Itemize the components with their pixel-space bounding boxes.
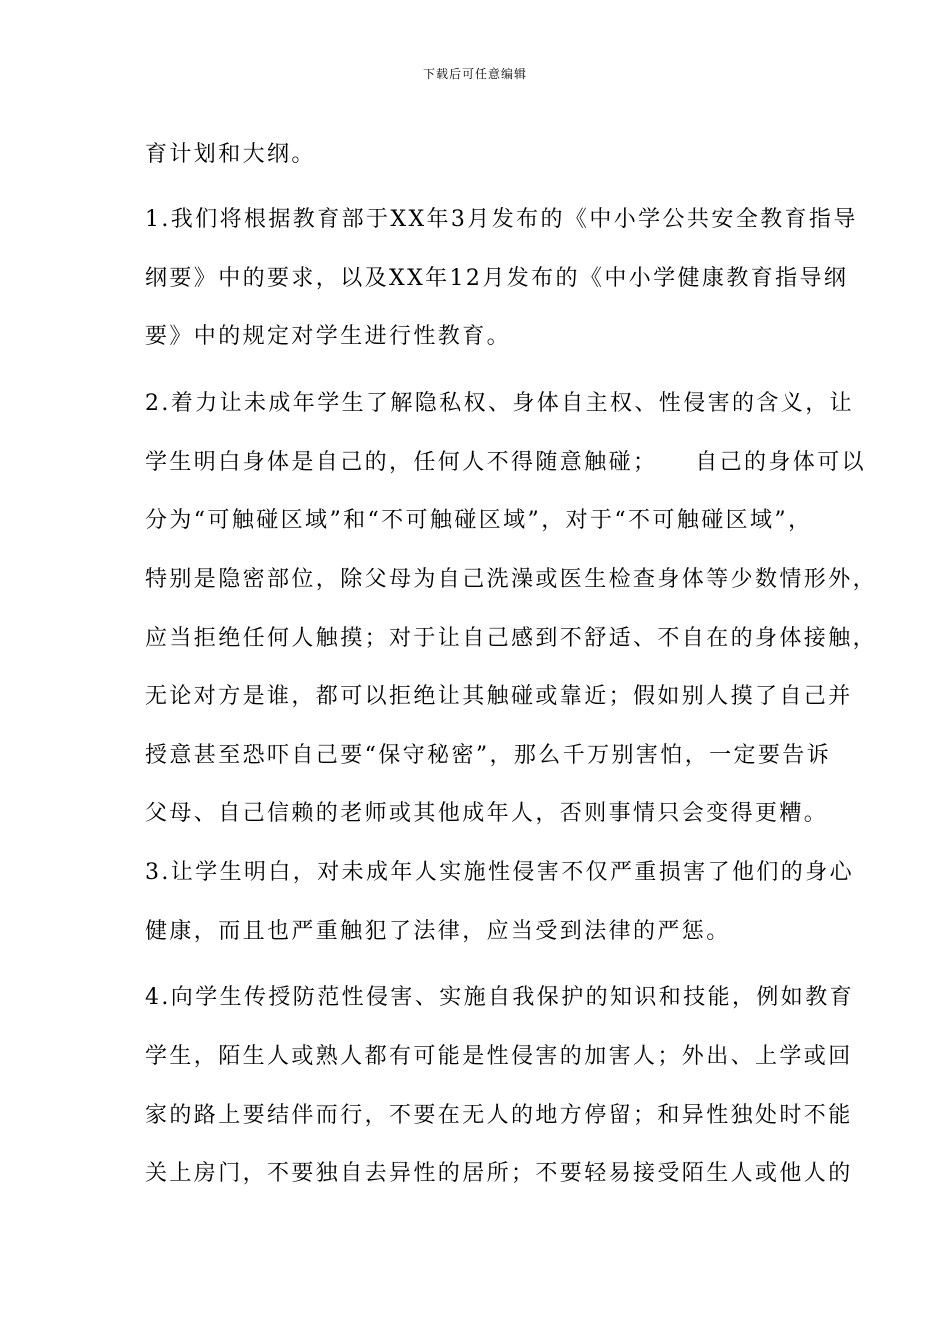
text-line: 纲要》中的要求，以及XX年12月发布的《中小学健康教育指导纲	[145, 266, 849, 291]
text-line: 授意甚至恐吓自己要“保守秘密”，那么千万别害怕，一定要告诉	[145, 743, 832, 768]
text-line: 父母、自己信赖的老师或其他成年人，否则事情只会变得更糟。	[145, 801, 829, 826]
text-line: 家的路上要结伴而行，不要在无人的地方停留；和异性独处时不能	[145, 1103, 853, 1128]
page-header: 下载后可任意编辑	[422, 67, 527, 81]
text-line: 关上房门，不要独自去异性的居所；不要轻易接受陌生人或他人的	[145, 1161, 853, 1186]
text-line: 健康，而且也严重触犯了法律，应当受到法律的严惩。	[145, 919, 731, 944]
text-line: 无论对方是谁，都可以拒绝让其触碰或靠近；假如别人摸了自己并	[145, 684, 853, 709]
text-line: 应当拒绝任何人触摸；对于让自己感到不舒适、不自在的身体接触，	[145, 626, 878, 651]
text-line: 2.着力让未成年学生了解隐私权、身体自主权、性侵害的含义，让	[145, 391, 854, 416]
text-line: 学生明白身体是自己的，任何人不得随意触碰； 自己的身体可以	[145, 450, 867, 475]
text-line: 特别是隐密部位，除父母为自己洗澡或医生检查身体等少数情形外，	[145, 567, 878, 592]
text-line: 学生，陌生人或熟人都有可能是性侵害的加害人；外出、上学或回	[145, 1044, 853, 1069]
text-line: 要》中的规定对学生进行性教育。	[145, 324, 512, 349]
text-line: 1.我们将根据教育部于XX年3月发布的《中小学公共安全教育指导	[145, 207, 858, 232]
text-line: 4.向学生传授防范性侵害、实施自我保护的知识和技能，例如教育	[145, 985, 854, 1010]
text-line: 育计划和大纲。	[145, 142, 316, 167]
text-line: 分为“可触碰区域”和“不可触碰区域”，对于“不可触碰区域”，	[145, 508, 813, 533]
text-line: 3.让学生明白，对未成年人实施性侵害不仅严重损害了他们的身心	[145, 860, 854, 885]
